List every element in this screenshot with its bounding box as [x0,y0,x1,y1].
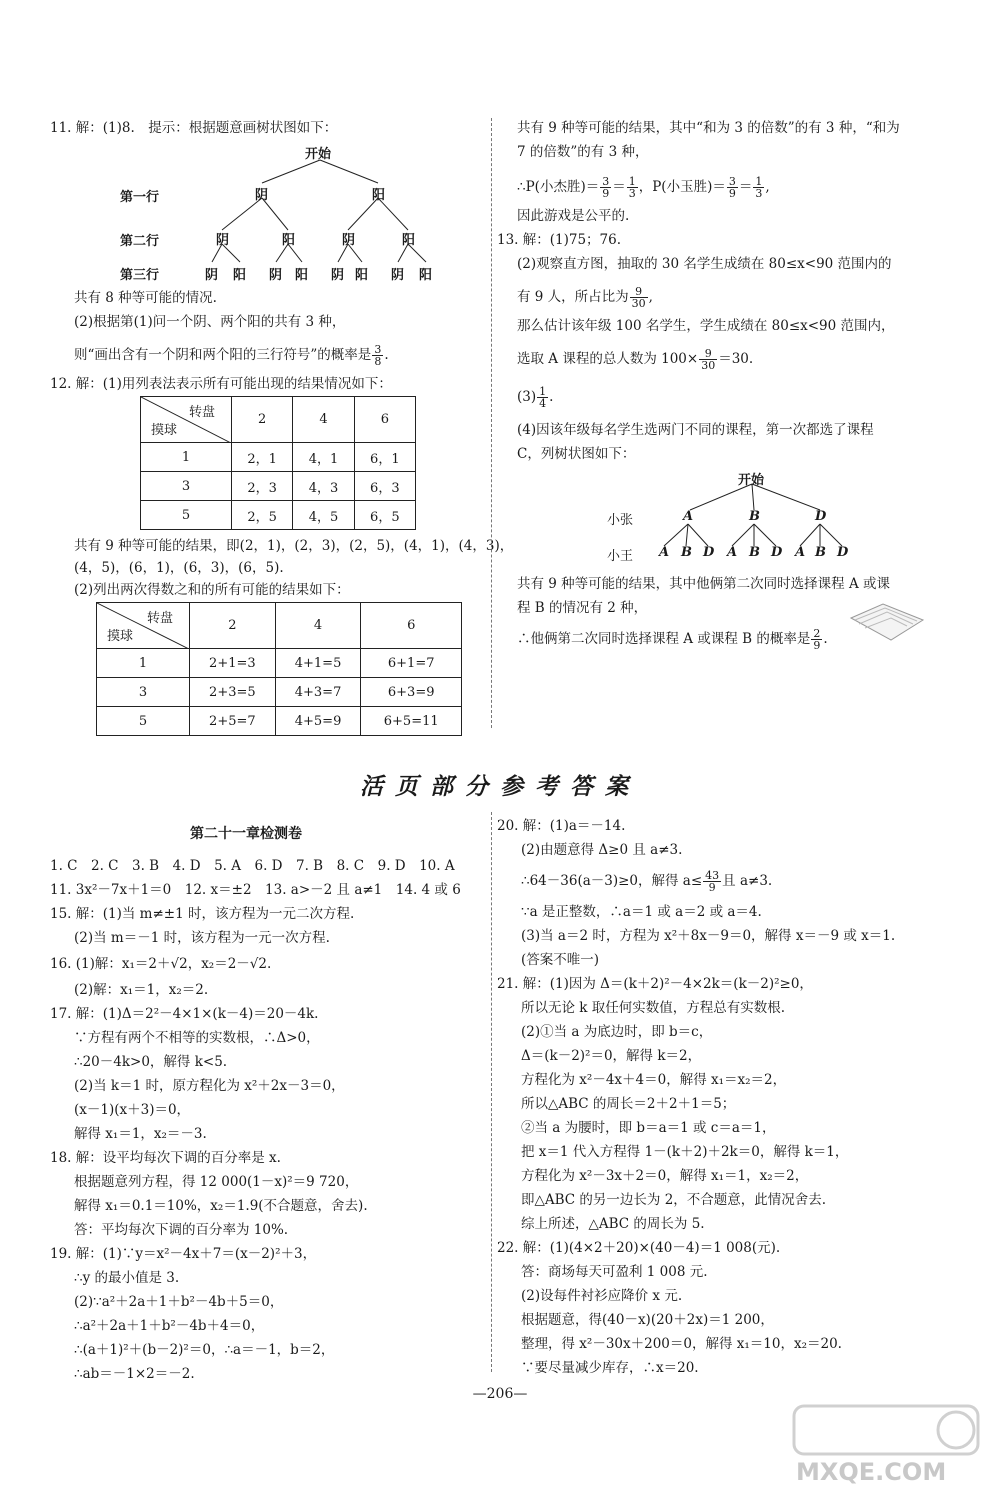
tree-node-yang: 阳 [402,233,416,248]
answer-line: ∴y 的最小值是 3. [74,1270,180,1286]
answer-line: (2)①当 a 为底边时，即 b＝c， [521,1024,713,1040]
tree-leaf-a: A [659,545,670,560]
answer-line: ∵a 是正整数，∴a＝1 或 a＝2 或 a＝4. [521,904,762,920]
rt-line-1: 共有 9 种等可能的结果，其中“和为 3 的倍数”的有 3 种，“和为 [517,120,900,136]
q11-line-2: 共有 8 种等可能的情况. [74,290,217,306]
answer-line: Δ＝(k－2)²＝0，解得 k＝2， [521,1048,702,1064]
answer-line: 19. 解：(1)∵y＝x²－4x＋7＝(x－2)²＋3， [50,1246,317,1262]
tree-start-node: 开始 [305,147,332,162]
watermark-text: MXQE.COM [796,1458,947,1486]
tree-node-d: D [815,509,827,524]
answer-line: 1. C 2. C 3. B 4. D 5. A 6. D 7. B 8. C 9. D 10. A [50,858,455,874]
q13-line-11: ∴他俩第二次同时选择课程 A 或课程 B 的概率是 $\frac{2}{9}$ . [517,627,828,652]
q13-line-4: 那么估计该年级 100 名学生，学生成绩在 80≤x<90 范围内， [517,318,895,334]
q13-line-6: (3) $\frac{1}{4}$ . [517,385,554,410]
q12-line-1: 12. 解：(1)用列表法表示所有可能出现的结果情况如下： [50,376,392,392]
answer-line: 方程化为 x²－3x＋2＝0，解得 x₁＝1，x₂＝2， [521,1168,809,1184]
table-corner-header: 转盘 摸球 [97,603,190,649]
tree-node-yang: 阳 [282,233,296,248]
answer-line: 所以无论 k 取任何实数值，方程总有实数根. [521,1000,786,1016]
q12-table-2 [96,602,462,736]
answer-line: ∴a²＋2a＋1＋b²－4b＋4＝0， [74,1318,265,1334]
answer-line: (3)当 a＝2 时，方程为 x²＋8x－9＝0，解得 x＝－9 或 x＝1. [521,928,896,944]
answer-line: 整理，得 x²－30x＋200＝0，解得 x₁＝10，x₂＝20. [521,1336,842,1352]
answer-line: (x－1)(x＋3)＝0， [74,1102,191,1118]
answer-line: 21. 解：(1)因为 Δ＝(k＋2)²－4×2k＝(k－2)²≥0， [497,976,813,992]
tree-start-node: 开始 [738,473,765,488]
answer-line: 根据题意列方程，得 12 000(1－x)²＝9 720， [74,1174,359,1190]
answer-line: ∴ab＝－1×2＝－2. [74,1366,195,1382]
answer-line: 15. 解：(1)当 m≠±1 时，该方程为一元二次方程. [50,906,355,922]
q12-line-3: (4，5)，(6，1)，(6，3)，(6，5). [74,560,284,576]
answer-line: 20. 解：(1)a＝－14. [497,818,626,834]
table-col-header: 4 [275,603,361,649]
fraction: $\frac{3}{8}$ [374,343,382,368]
table-row: 3 2+3=5 4+3=7 6+3=9 [97,678,462,707]
answer-line: ②当 a 为腰时，即 b＝a＝1 或 c＝a＝1， [521,1120,776,1136]
rt-line-2: 7 的倍数”的有 3 种， [517,144,649,160]
page-number: —206— [472,1386,528,1402]
answer-line: 解得 x₁＝1，x₂＝－3. [74,1126,207,1142]
tree-node-b: B [749,509,760,524]
q11-line-4: 则“画出含有一个阴和两个阳的三行符号”的概率是 $\frac{3}{8}$ . [74,343,389,368]
answer-line: ∵要尽量减少库存，∴x＝20. [521,1360,699,1376]
rt-line-4: 因此游戏是公平的. [517,208,630,224]
q12-line-4: (2)列出两次得数之和的所有可能的结果如下： [74,582,350,598]
q12-line-2: 共有 9 种等可能的结果，即(2，1)，(2，3)，(2，5)，(4，1)，(4，3)， [74,538,514,554]
tree-leaf-yin: 阴 [331,268,345,283]
tree-leaf-yang: 阳 [419,268,433,283]
tree-leaf-yin: 阴 [205,268,219,283]
tree-leaf-d: D [771,545,783,560]
q13-line-5: 选取 A 课程的总人数为 100× $\frac{9}{30}$ ＝30. [517,347,754,372]
answer-line: (答案不唯一) [521,952,600,968]
q13-line-1: 13. 解：(1)75；76. [497,232,622,248]
tree-node-yang: 阳 [372,188,386,203]
answer-line: ∴(a＋1)²＋(b－2)²＝0，∴a＝－1，b＝2， [74,1342,335,1358]
q13-line-10: 程 B 的情况有 2 种， [517,600,648,616]
answer-line: ∴64－36(a－3)≥0，解得 a≤ $\frac{43}{9}$ 且 a≠3. [521,869,773,894]
tree-leaf-yang: 阳 [233,268,247,283]
table-col-header: 2 [190,603,276,649]
tree-leaf-yin: 阴 [269,268,283,283]
table-row: 5 2，5 4，5 6，5 [141,501,416,530]
answer-line: 根据题意，得(40－x)(20＋2x)＝1 200， [521,1312,774,1328]
answer-line: 答：商场每天可盈利 1 008 元. [521,1264,708,1280]
answer-line: (2)解：x₁＝1，x₂＝2. [74,982,209,998]
table-row: 1 2+1=3 4+1=5 6+1=7 [97,649,462,678]
answer-line: ∴20－4k>0，解得 k<5. [74,1054,228,1070]
q13-line-9: 共有 9 种等可能的结果，其中他俩第二次同时选择课程 A 或课 [517,576,891,592]
answer-line: 即△ABC 的另一边长为 2，不合题意，此情况舍去. [521,1192,827,1208]
answer-line: (2)当 m＝－1 时，该方程为一元一次方程. [74,930,330,946]
q13-line-7: (4)因该年级每名学生选两门不同的课程，第一次都选了课程 [517,422,874,438]
tree-leaf-yin: 阴 [391,268,405,283]
answer-line: 18. 解：设平均每次下调的百分率是 x. [50,1150,281,1166]
tree-leaf-b: B [681,545,692,560]
answer-line: 解得 x₁＝0.1＝10%，x₂＝1.9(不合题意，舍去). [74,1198,368,1214]
answer-line: 17. 解：(1)Δ＝2²－4×1×(k－4)＝20－4k. [50,1006,319,1022]
tree-leaf-yang: 阳 [295,268,309,283]
q13-tree-lines [0,0,1000,580]
answer-line: 把 x＝1 代入方程得 1－(k＋2)＋2k＝0，解得 k＝1， [521,1144,849,1160]
table-col-header: 2 [232,397,293,443]
chapter-subtitle: 第二十一章检测卷 [190,826,302,842]
tree-leaf-a: A [795,545,806,560]
answer-line: 所以△ABC 的周长＝2＋2＋1＝5； [521,1096,736,1112]
tree-node-yin: 阴 [216,233,230,248]
tree-leaf-d: D [837,545,849,560]
answer-line: ∵方程有两个不相等的实数根，∴Δ>0， [74,1030,320,1046]
tree-person-2: 小王 [607,549,634,564]
q13-line-8: C，列树状图如下： [517,446,636,462]
tree-row2-label: 第二行 [120,234,160,249]
tree-leaf-d: D [703,545,715,560]
tree-node-a: A [683,509,694,524]
answer-line: (2)由题意得 Δ≥0 且 a≠3. [521,842,683,858]
tree-node-yin: 阴 [342,233,356,248]
table-col-header: 4 [293,397,354,443]
q13-line-2: (2)观察直方图，抽取的 30 名学生成绩在 80≤x<90 范围内的 [517,256,892,272]
answer-line: (2)当 k＝1 时，原方程化为 x²＋2x－3＝0， [74,1078,345,1094]
tree-leaf-yang: 阳 [355,268,369,283]
tree-person-1: 小张 [607,513,634,528]
q11-line-3: (2)根据第(1)问一个阴、两个阳的共有 3 种， [74,314,346,330]
table-col-header: 6 [361,603,462,649]
table-row: 3 2，3 4，3 6，3 [141,472,416,501]
answer-line: 方程化为 x²－4x＋4＝0，解得 x₁＝x₂＝2， [521,1072,787,1088]
section-title: 活页部分参考答案 [360,773,640,800]
watermark-logo [786,1400,986,1485]
tree-row3-label: 第三行 [120,268,160,283]
table-col-header: 6 [354,397,415,443]
tree-leaf-b: B [815,545,826,560]
answer-line: 16. (1)解：x₁＝2＋√2，x₂＝2－√2. [50,956,272,972]
answer-line: 答：平均每次下调的百分率为 10%. [74,1222,289,1238]
tree-leaf-b: B [749,545,760,560]
table-row: 5 2+5=7 4+5=9 6+5=11 [97,707,462,736]
answer-line: 11. 3x²－7x＋1＝0 12. x＝±2 13. a>－2 且 a≠1 14. 4 或 6 [50,882,461,898]
tree-row1-label: 第一行 [120,190,160,205]
answer-line: (2)∵a²＋2a＋1＋b²－4b＋5＝0， [74,1294,284,1310]
q13-line-3: 有 9 人，所占比为 $\frac{9}{30}$ , [517,285,653,310]
answer-line: 综上所述，△ABC 的周长为 5. [521,1216,705,1232]
answer-line: 22. 解：(1)(4×2＋20)×(40－4)＝1 008(元). [497,1240,781,1256]
table-row: 1 2，1 4，1 6，1 [141,443,416,472]
column-divider [491,812,492,1372]
rt-line-3: ∴P(小杰胜)＝ $\frac{3}{9}$ ＝ $\frac{1}{3}$ ，P(小玉胜)＝ $\frac{3}{9}$ ＝ $\frac{1}{3}$ , [517,175,770,200]
table-corner-header: 转盘 摸球 [141,397,232,443]
answer-line: (2)设每件衬衫应降价 x 元. [521,1288,683,1304]
q11-line-1: 11. 解：(1)8. 提示：根据题意画树状图如下： [50,120,338,136]
tree-node-yin: 阴 [255,188,269,203]
tree-leaf-a: A [727,545,738,560]
book-sticker-icon [845,598,927,646]
